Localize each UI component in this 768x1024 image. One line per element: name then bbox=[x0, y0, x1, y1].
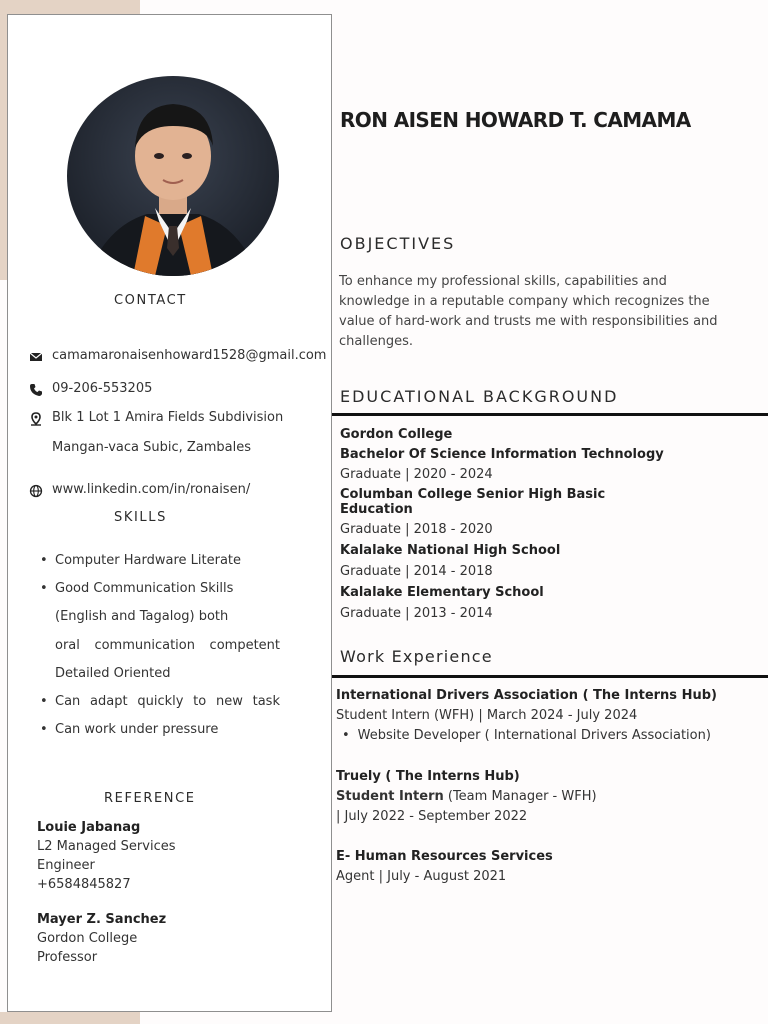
reference-entry bbox=[37, 818, 176, 894]
job-dates: | July 2022 - September 2022 bbox=[336, 809, 528, 824]
job-role: Student Intern (Team Manager - WFH) bbox=[336, 789, 597, 804]
school-name-continued: Education bbox=[340, 502, 413, 517]
objectives-heading: OBJECTIVES bbox=[340, 234, 456, 253]
profile-photo bbox=[67, 76, 279, 276]
job-role: Student Intern (WFH) | March 2024 - July 2024 bbox=[336, 708, 638, 723]
contact-phone bbox=[29, 381, 152, 397]
globe-icon bbox=[29, 484, 43, 498]
school-name: Kalalake National High School bbox=[340, 543, 561, 558]
section-divider bbox=[332, 413, 768, 416]
job-role: Agent | July - August 2021 bbox=[336, 869, 507, 884]
reference-phone: +6584845827 bbox=[37, 877, 131, 892]
email-text: camamaronaisenhoward1528@gmail.com bbox=[52, 348, 327, 363]
reference-entry bbox=[37, 910, 166, 967]
contact-website bbox=[29, 482, 250, 498]
job-organization: E- Human Resources Services bbox=[336, 849, 553, 864]
address-line1-text: Blk 1 Lot 1 Amira Fields Subdivision bbox=[52, 410, 284, 425]
objectives-text: To enhance my professional skills, capabilities and knowledge in a reputable company which recognizes the value of hard-work and trusts me with responsibilities and challenges. bbox=[339, 274, 718, 349]
reference-name: Mayer Z. Sanchez bbox=[37, 912, 167, 927]
reference-detail: Gordon College bbox=[37, 931, 138, 946]
contact-heading: CONTACT bbox=[114, 293, 187, 308]
education-heading: EDUCATIONAL BACKGROUND bbox=[340, 387, 619, 406]
reference-name: Louie Jabanag bbox=[37, 820, 141, 835]
website-link[interactable]: www.linkedin.com/in/ronaisen/ bbox=[52, 482, 251, 497]
bullet-icon: • bbox=[40, 553, 48, 568]
work-experience-heading: Work Experience bbox=[340, 647, 493, 666]
bullet-icon: • bbox=[40, 722, 48, 737]
contact-email bbox=[29, 348, 326, 364]
graduation-years: Graduate | 2013 - 2014 bbox=[340, 606, 493, 621]
graduation-years: Graduate | 2014 - 2018 bbox=[340, 564, 493, 579]
reference-detail: Professor bbox=[37, 950, 98, 965]
envelope-icon bbox=[29, 350, 43, 364]
graduate-portrait-icon bbox=[67, 76, 279, 276]
graduation-years: Graduate | 2018 - 2020 bbox=[340, 522, 493, 537]
graduation-years: Graduate | 2020 - 2024 bbox=[340, 467, 493, 482]
degree-name: Bachelor Of Science Information Technology bbox=[340, 447, 664, 462]
address-line2-text: Mangan-vaca Subic, Zambales bbox=[52, 440, 252, 455]
school-name: Gordon College bbox=[340, 427, 453, 442]
phone-text: 09-206-553205 bbox=[52, 381, 153, 396]
reference-heading: REFERENCE bbox=[104, 791, 196, 806]
bullet-icon: • bbox=[40, 694, 48, 709]
location-pin-icon bbox=[29, 412, 43, 426]
job-organization: International Drivers Association ( The Interns Hub) bbox=[336, 688, 717, 703]
bullet-icon: • bbox=[342, 728, 350, 743]
reference-detail: L2 Managed Services bbox=[37, 839, 176, 854]
job-organization: Truely ( The Interns Hub) bbox=[336, 769, 520, 784]
phone-icon bbox=[29, 383, 43, 397]
resume-name: RON AISEN HOWARD T. CAMAMA bbox=[340, 108, 691, 132]
contact-address bbox=[29, 410, 283, 426]
school-name: Columban College Senior High Basic bbox=[340, 487, 606, 502]
bullet-icon: • bbox=[40, 581, 48, 596]
reference-detail: Engineer bbox=[37, 858, 95, 873]
decorative-beige-block-bottom bbox=[0, 1012, 140, 1024]
job-bullet: • Website Developer ( International Drivers Association) bbox=[342, 728, 711, 743]
section-divider bbox=[332, 675, 768, 678]
school-name: Kalalake Elementary School bbox=[340, 585, 544, 600]
skills-heading: SKILLS bbox=[114, 510, 167, 525]
